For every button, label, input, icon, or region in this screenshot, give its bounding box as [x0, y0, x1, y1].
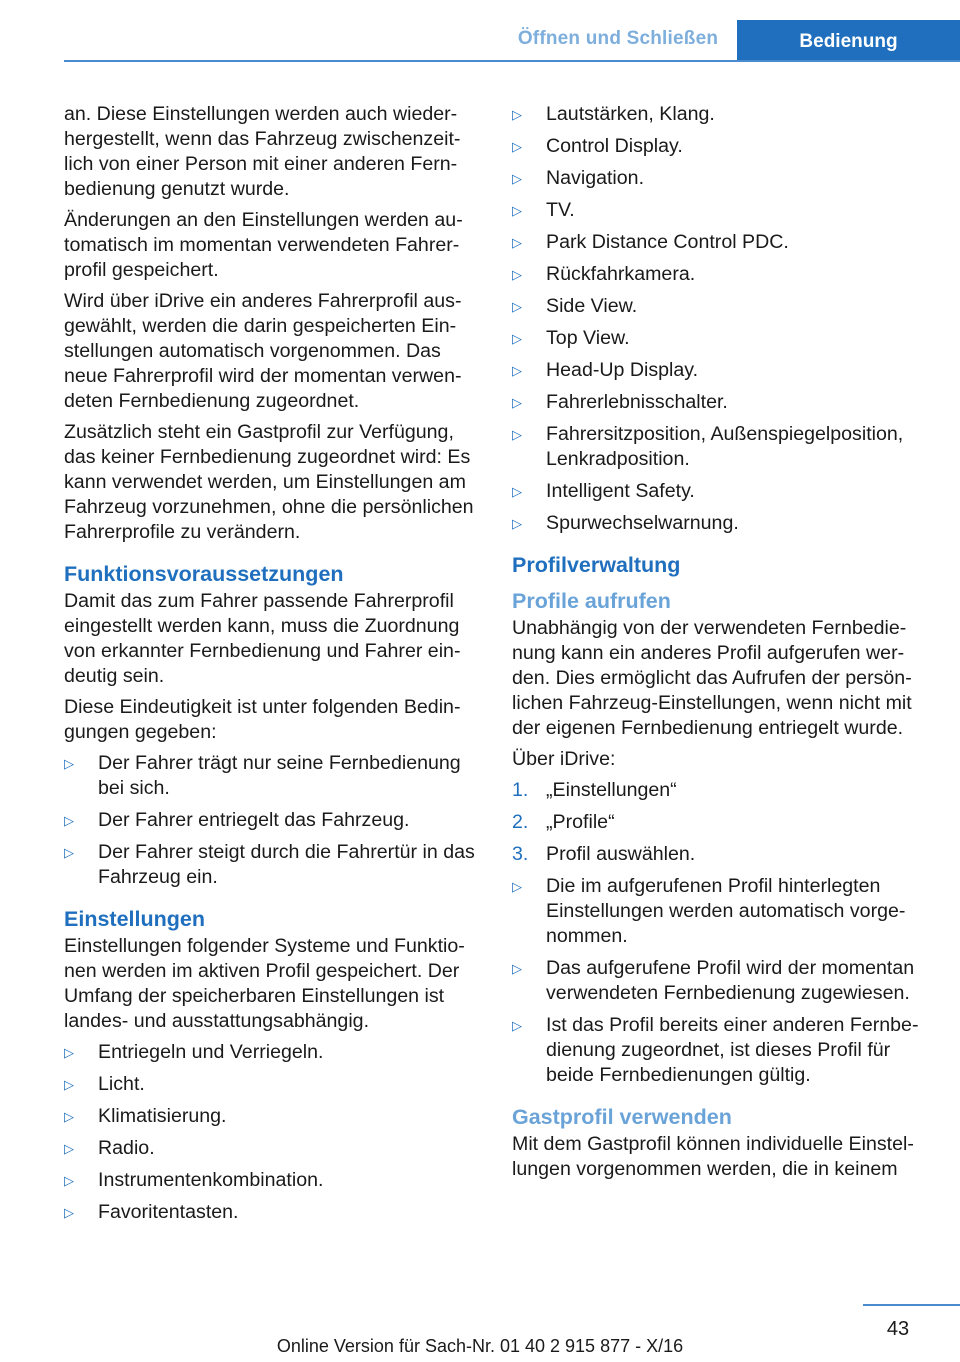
triangle-bullet-icon: ▷ [64, 756, 74, 771]
triangle-bullet-icon: ▷ [512, 203, 522, 218]
triangle-bullet-icon: ▷ [512, 331, 522, 346]
paragraph: Änderungen an den Einstellungen werden automatisch im momentan verwendeten Fahrerprofil gespeichert. [64, 209, 463, 281]
list-item [64, 1200, 480, 1225]
list-item-text: Der Fahrer trägt nur seine Fernbedienung bei sich. [98, 752, 461, 799]
list-item [64, 1104, 480, 1129]
list-item-text: Licht. [98, 1073, 145, 1095]
list-item-text: Navigation. [546, 167, 645, 189]
list-item [64, 840, 480, 890]
systems-list [64, 1040, 480, 1225]
left-column [64, 102, 480, 1232]
list-item [512, 422, 928, 472]
right-column [512, 102, 928, 1188]
list-item [512, 102, 928, 127]
triangle-bullet-icon: ▷ [512, 516, 522, 531]
list-item-text: Lautstärken, Klang. [546, 103, 715, 125]
list-item-text: Spurwechselwarnung. [546, 512, 739, 534]
list-item-text: Das aufgerufene Profil wird der momentan verwendeten Fernbedienung zugewiesen. [546, 957, 915, 1004]
list-item-text: Entriegeln und Verriegeln. [98, 1041, 324, 1063]
footer-version-line: Online Version für Sach-Nr. 01 40 2 915 877 - X/16 [276, 1336, 684, 1356]
conditions-list [64, 751, 480, 890]
step-number: 2. [512, 811, 529, 833]
list-item-text: TV. [546, 199, 575, 221]
header-rule [64, 60, 960, 62]
list-item [512, 230, 928, 255]
triangle-bullet-icon: ▷ [512, 267, 522, 282]
list-item [64, 1136, 480, 1161]
list-item-text: Rückfahrkamera. [546, 263, 696, 285]
triangle-bullet-icon: ▷ [64, 1077, 74, 1092]
header-chapter-tab: Bedienung [737, 20, 960, 62]
triangle-bullet-icon: ▷ [512, 1018, 522, 1033]
paragraph: Unabhängig von der verwendeten Fernbedienung kann ein anderes Profil aufgerufen werden. Dies ermöglicht das Aufrufen der persönlichen Fahrzeug-Einstellungen, wenn nicht mit der eigenen Fernbedienung entriegelt wurde. [512, 617, 912, 739]
triangle-bullet-icon: ▷ [512, 484, 522, 499]
triangle-bullet-icon: ▷ [512, 235, 522, 250]
list-item [512, 198, 928, 223]
list-item [512, 166, 928, 191]
heading-guest-profile: Gastprofil verwenden [512, 1105, 732, 1129]
triangle-bullet-icon: ▷ [512, 395, 522, 410]
triangle-bullet-icon: ▷ [512, 879, 522, 894]
triangle-bullet-icon: ▷ [64, 1045, 74, 1060]
list-item-text: Control Display. [546, 135, 683, 157]
triangle-bullet-icon: ▷ [64, 845, 74, 860]
step-item [512, 810, 928, 835]
paragraph: Wird über iDrive ein anderes Fahrerprofil ausgewählt, werden die darin gespeicherten Einstellungen automatisch vorgenommen. Das neue Fahrerprofil wird der momentan verwendeten Fernbedienung zugeordnet. [64, 290, 462, 412]
list-item [512, 134, 928, 159]
triangle-bullet-icon: ▷ [64, 1205, 74, 1220]
list-item [64, 808, 480, 833]
list-item-text: Fahrersitzposition, Außenspiegelposition, Lenkradposition. [546, 423, 904, 470]
step-number: 3. [512, 843, 529, 865]
list-item [512, 1013, 928, 1088]
paragraph: an. Diese Einstellungen werden auch wiederhergestellt, wenn das Fahrzeug zwischenzeitlich von einer Person mit einer anderen Fernbedienung genutzt wurde. [64, 103, 461, 200]
list-item-text: Klimatisierung. [98, 1105, 227, 1127]
triangle-bullet-icon: ▷ [512, 961, 522, 976]
paragraph: Zusätzlich steht ein Gastprofil zur Verfügung, das keiner Fernbedienung zugeordnet wird: Es kann verwendet werden, um Einstellungen am Fahrzeug vorzunehmen, ohne die persönlichen Fahrerprofile zu verändern. [64, 421, 474, 543]
triangle-bullet-icon: ▷ [512, 363, 522, 378]
paragraph: Mit dem Gastprofil können individuelle Einstellungen vorgenommen werden, die in keinem [512, 1133, 914, 1180]
step-text: „Profile“ [546, 811, 615, 833]
notes-list [512, 874, 928, 1088]
list-item [64, 1168, 480, 1193]
list-item-text: Fahrerlebnisschalter. [546, 391, 728, 413]
systems-list-continued [512, 102, 928, 536]
triangle-bullet-icon: ▷ [64, 813, 74, 828]
page-header [0, 0, 960, 62]
list-item-text: Park Distance Control PDC. [546, 231, 789, 253]
list-item [512, 326, 928, 351]
step-number: 1. [512, 779, 529, 801]
paragraph: Einstellungen folgender Systeme und Funktionen werden im aktiven Profil gespeichert. Der Umfang der speicherbaren Einstellungen ist landes- und ausstattungsabhängig. [64, 935, 465, 1032]
list-item-text: Instrumentenkombination. [98, 1169, 324, 1191]
steps-list [512, 778, 928, 867]
list-item-text: Die im aufgerufenen Profil hinterlegten Einstellungen werden automatisch vorgenommen. [546, 875, 906, 947]
paragraph: Über iDrive: [512, 748, 616, 770]
paragraph: Damit das zum Fahrer passende Fahrerprofil eingestellt werden kann, muss die Zuordnung von erkannter Fernbedienung und Fahrer eindeutig sein. [64, 590, 461, 687]
triangle-bullet-icon: ▷ [512, 427, 522, 442]
list-item [64, 1040, 480, 1065]
triangle-bullet-icon: ▷ [512, 299, 522, 314]
list-item-text: Favoritentasten. [98, 1201, 239, 1223]
heading-settings: Einstellungen [64, 907, 205, 931]
list-item [512, 874, 928, 949]
triangle-bullet-icon: ▷ [512, 139, 522, 154]
triangle-bullet-icon: ▷ [512, 171, 522, 186]
list-item [512, 358, 928, 383]
list-item-text: Top View. [546, 327, 630, 349]
list-item-text: Side View. [546, 295, 638, 317]
triangle-bullet-icon: ▷ [64, 1141, 74, 1156]
step-item [512, 778, 928, 803]
header-section-title: Öffnen und Schließen [517, 28, 719, 49]
step-text: „Einstellungen“ [546, 779, 677, 801]
triangle-bullet-icon: ▷ [512, 107, 522, 122]
triangle-bullet-icon: ▷ [64, 1109, 74, 1124]
list-item [512, 479, 928, 504]
list-item-text: Head-Up Display. [546, 359, 699, 381]
list-item [512, 390, 928, 415]
list-item-text: Der Fahrer entriegelt das Fahrzeug. [98, 809, 410, 831]
heading-profile-management: Profilverwaltung [512, 553, 681, 577]
page-number: 43 [886, 1318, 910, 1340]
paragraph: Diese Eindeutigkeit ist unter folgenden Bedingungen gegeben: [64, 696, 461, 743]
list-item-text: Intelligent Safety. [546, 480, 695, 502]
list-item [512, 262, 928, 287]
list-item-text: Ist das Profil bereits einer anderen Fernbedienung zugeordnet, ist dieses Profil für beide Fernbedienungen gültig. [546, 1014, 919, 1086]
triangle-bullet-icon: ▷ [64, 1173, 74, 1188]
heading-functional-requirements: Funktionsvoraussetzungen [64, 562, 344, 586]
step-item [512, 842, 928, 867]
list-item [64, 751, 480, 801]
footer-rule [863, 1304, 960, 1306]
list-item-text: Radio. [98, 1137, 155, 1159]
list-item [512, 294, 928, 319]
heading-call-profiles: Profile aufrufen [512, 589, 671, 613]
list-item-text: Der Fahrer steigt durch die Fahrertür in das Fahrzeug ein. [98, 841, 475, 888]
list-item [512, 511, 928, 536]
list-item [512, 956, 928, 1006]
list-item [64, 1072, 480, 1097]
step-text: Profil auswählen. [546, 843, 696, 865]
